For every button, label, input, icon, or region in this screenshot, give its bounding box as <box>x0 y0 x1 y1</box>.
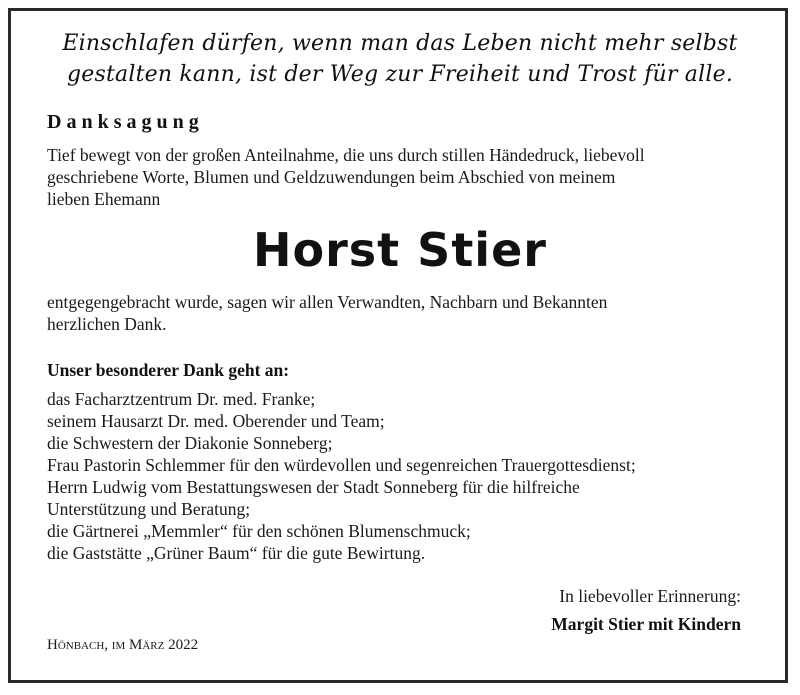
closing-phrase: In liebevoller Erinnerung: <box>559 586 741 606</box>
thanks-line-3: die Schwestern der Diakonie Sonneberg; <box>47 433 333 453</box>
intro-line-2: geschriebene Worte, Blumen und Geldzuwendungen beim Abschied von meinem <box>47 167 616 187</box>
special-thanks-list <box>47 388 636 564</box>
thanks-line-2: seinem Hausarzt Dr. med. Oberender und Team; <box>47 411 385 431</box>
thanks-line-8: die Gaststätte „Grüner Baum“ für die gute Bewirtung. <box>47 543 426 563</box>
border-frame <box>8 8 788 683</box>
memorial-quote <box>0 28 800 90</box>
thanks-line-6: Unterstützung und Beratung; <box>47 499 251 519</box>
thanks-line-4: Frau Pastorin Schlemmer für den würdevollen und segenreichen Trauergottesdienst; <box>47 455 636 475</box>
intro-line-1: Tief bewegt von der großen Anteilnahme, die uns durch stillen Händedruck, liebevoll <box>47 145 645 165</box>
thanks-line-7: die Gärtnerei „Memmler“ für den schönen Blumenschmuck; <box>47 521 471 541</box>
special-thanks-heading: Unser besonderer Dank geht an: <box>47 360 290 380</box>
intro-line-3: lieben Ehemann <box>47 189 161 209</box>
quote-line-2: gestalten kann, ist der Weg zur Freiheit und Trost für alle. <box>66 62 734 87</box>
continuation-line-1: entgegengebracht wurde, sagen wir allen Verwandten, Nachbarn und Bekannten <box>47 292 608 312</box>
place-date: Hönbach, im März 2022 <box>47 637 199 653</box>
continuation-line-2: herzlichen Dank. <box>47 314 167 334</box>
continuation-paragraph <box>47 291 607 335</box>
quote-line-1: Einschlafen dürfen, wenn man das Leben nicht mehr selbst <box>62 31 738 56</box>
intro-paragraph <box>47 144 645 210</box>
thanks-line-1: das Facharztzentrum Dr. med. Franke; <box>47 389 316 409</box>
heading-danksagung: Danksagung <box>47 111 204 133</box>
thanks-line-5: Herrn Ludwig vom Bestattungswesen der Stadt Sonneberg für die hilfreiche <box>47 477 580 497</box>
deceased-name: Horst Stier <box>253 223 547 277</box>
signature: Margit Stier mit Kindern <box>551 614 741 634</box>
